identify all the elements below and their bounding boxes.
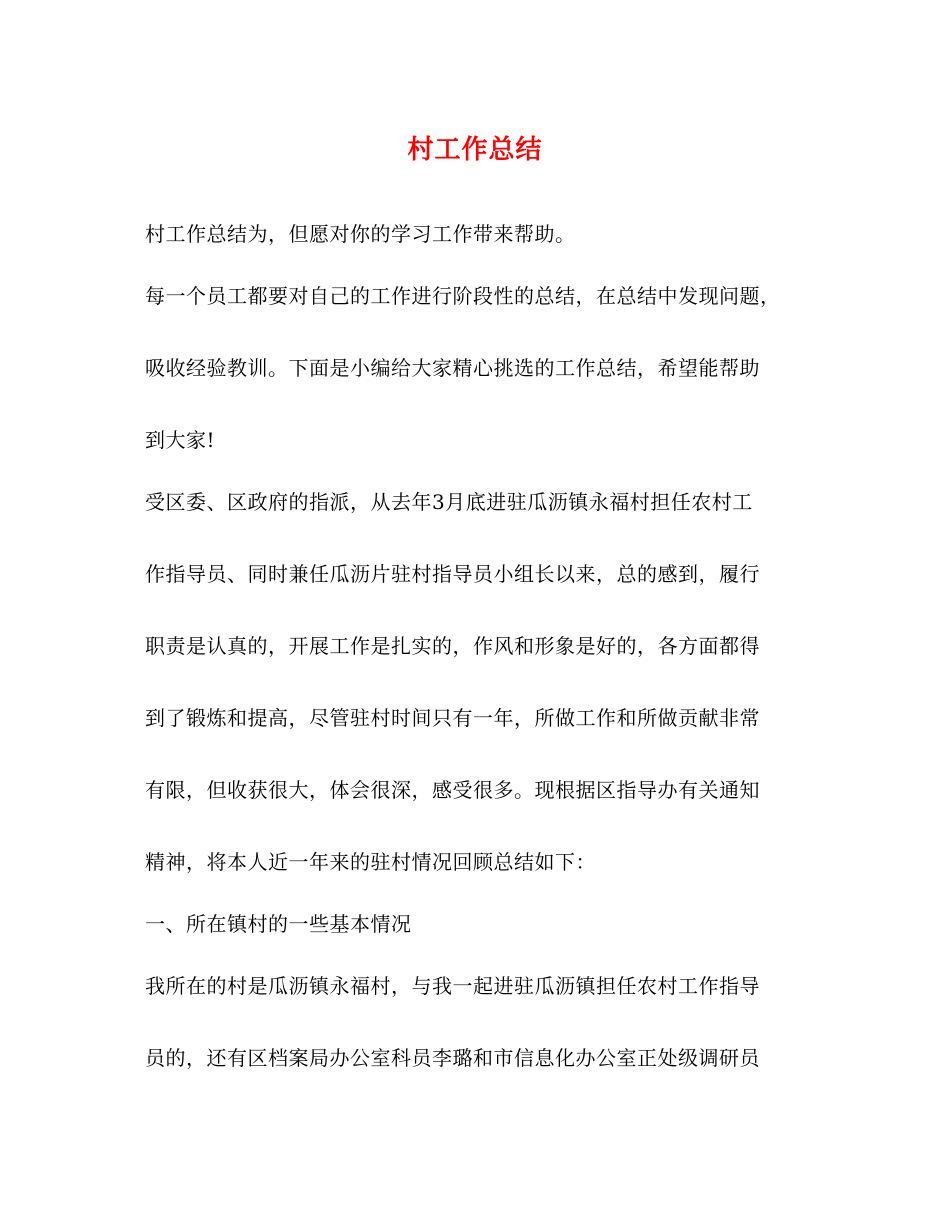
paragraph-line: 受区委、区政府的指派，从去年3月底进驻瓜沥镇永福村担任农村工 bbox=[145, 490, 753, 514]
paragraph-line: 每一个员工都要对自己的工作进行阶段性的总结，在总结中发现问题， bbox=[145, 284, 781, 308]
paragraph-line: 有限，但收获很大，体会很深，感受很多。现根据区指导办有关通知 bbox=[145, 778, 760, 802]
paragraph-line: 作指导员、同时兼任瓜沥片驻村指导员小组长以来，总的感到，履行 bbox=[145, 562, 760, 586]
intro-line: 村工作总结为，但愿对你的学习工作带来帮助。 bbox=[145, 222, 576, 246]
paragraph-line: 吸收经验教训。下面是小编给大家精心挑选的工作总结，希望能帮助 bbox=[145, 356, 760, 380]
paragraph-line: 精神，将本人近一年来的驻村情况回顾总结如下： bbox=[145, 850, 596, 874]
document-title: 村工作总结 bbox=[407, 135, 543, 165]
section-heading: 一、所在镇村的一些基本情况 bbox=[145, 912, 412, 936]
paragraph-line: 到大家! bbox=[145, 428, 216, 452]
paragraph-line: 员的，还有区档案局办公室科员李璐和市信息化办公室正处级调研员 bbox=[145, 1046, 760, 1070]
paragraph-line: 我所在的村是瓜沥镇永福村，与我一起进驻瓜沥镇担任农村工作指导 bbox=[145, 974, 760, 998]
paragraph-line: 到了锻炼和提高，尽管驻村时间只有一年，所做工作和所做贡献非常 bbox=[145, 706, 760, 730]
paragraph-line: 职责是认真的，开展工作是扎实的，作风和形象是好的，各方面都得 bbox=[145, 634, 760, 658]
